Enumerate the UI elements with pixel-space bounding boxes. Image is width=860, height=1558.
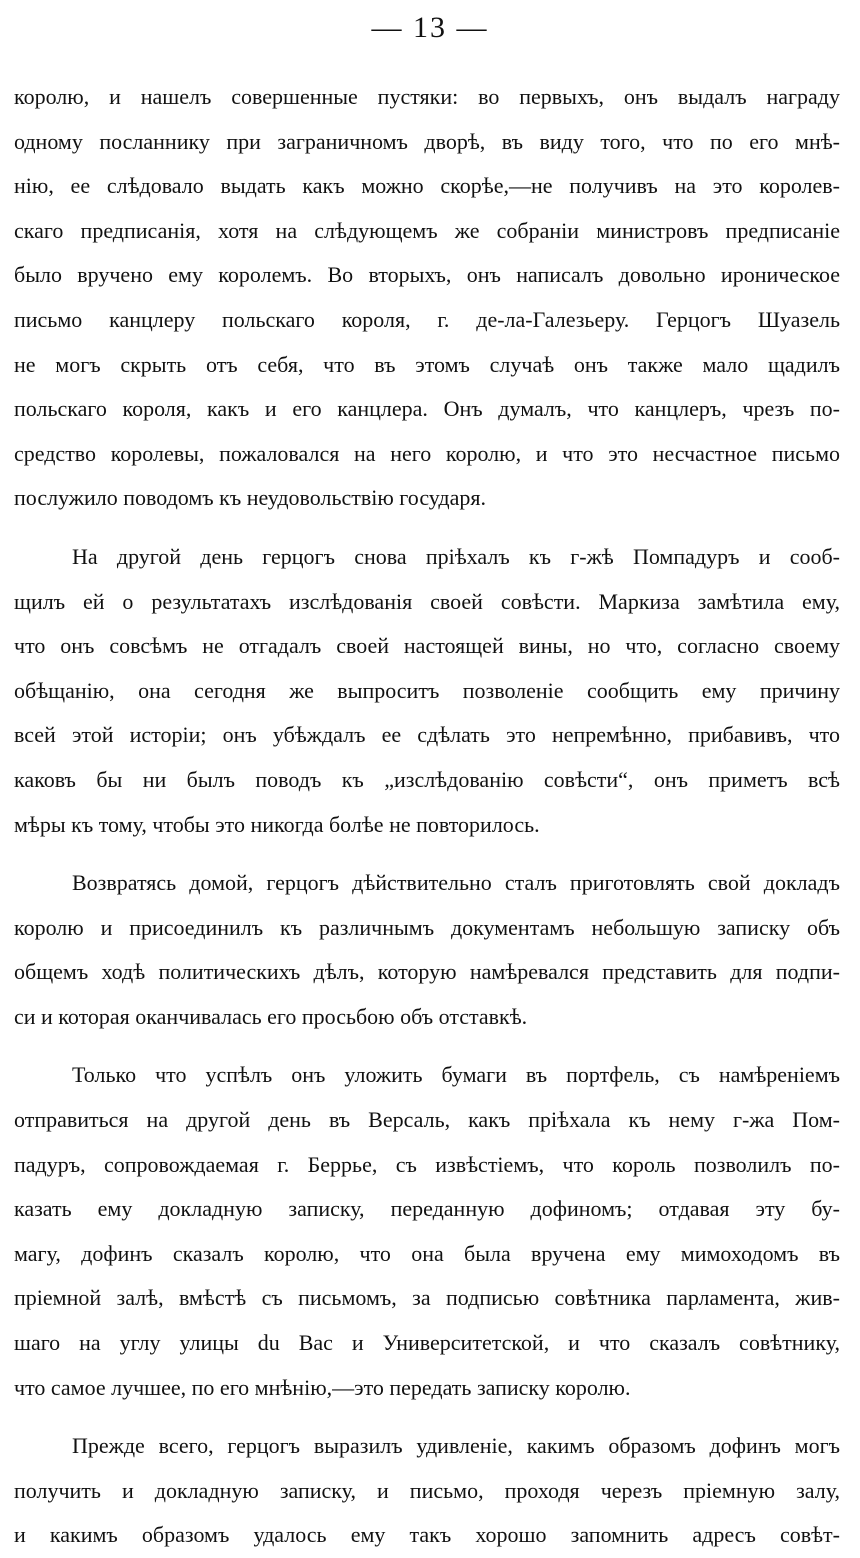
text-line: магу, дофинъ сказалъ королю, что она была вручена ему мимоходомъ въ [14,1240,840,1266]
paragraph [14,535,840,847]
text-line: Только что успѣлъ онъ уложить бумаги въ портфель, съ намѣреніемъ [72,1062,840,1088]
text-line: шаго на углу улицы du Bac и Университетской, и что сказалъ совѣтнику, [14,1330,840,1356]
paragraph [14,1053,840,1410]
text-line: королю и присоединилъ къ различнымъ документамъ небольшую записку объ [14,914,840,940]
text-line: средство королевы, пожаловался на него королю, и что это несчастное письмо [14,440,840,466]
text-line: обѣщанію, она сегодня же выпроситъ позволеніе сообщить ему причину [14,677,840,703]
text-line: послужило поводомъ къ неудовольствію государя. [14,485,487,511]
text-line: падуръ, сопровождаемая г. Беррье, съ извѣстіемъ, что король позволилъ по- [14,1151,840,1177]
text-line: мѣры къ тому, чтобы это никогда болѣе не повторилось. [14,811,540,837]
text-line: всей этой исторіи; онъ убѣждалъ ее сдѣлать это непремѣнно, прибавивъ, что [14,722,840,748]
text-line: польскаго короля, какъ и его канцлера. Онъ думалъ, что канцлеръ, чрезъ по- [14,396,840,422]
text-line: получить и докладную записку, и письмо, проходя черезъ пріемную залу, [14,1477,840,1503]
body-text [14,75,840,1558]
text-line: казать ему докладную записку, переданную дофиномъ; отдавая эту бу- [14,1196,840,1222]
text-line: что онъ совсѣмъ не отгадалъ своей настоящей вины, но что, согласно своему [14,633,840,659]
paragraph [14,861,840,1039]
text-line: На другой день герцогъ снова пріѣхалъ къ г-жѣ Помпадуръ и сооб- [72,543,840,569]
text-line: отправиться на другой день въ Версаль, какъ пріѣхала къ нему г-жа Пом- [14,1107,840,1133]
text-line: щилъ ей о результатахъ изслѣдованія своей совѣсти. Маркиза замѣтила ему, [14,588,840,614]
text-line: и какимъ образомъ удалось ему такъ хорошо запомнить адресъ совѣт- [14,1522,840,1548]
text-line: си и которая оканчивалась его просьбою объ отставкѣ. [14,1003,528,1029]
text-line: каковъ бы ни былъ поводъ къ „изслѣдованію совѣсти“, онъ приметъ всѣ [14,766,840,792]
text-line: письмо канцлеру польскаго короля, г. де-ла-Галезьеру. Герцогъ Шуазель [14,306,840,332]
text-line: королю, и нашелъ совершенные пустяки: во первыхъ, онъ выдалъ награду [14,84,840,109]
text-line: было вручено ему королемъ. Во вторыхъ, онъ написалъ довольно ироническое [14,262,840,288]
paragraph [14,1424,840,1558]
text-line: одному посланнику при заграничномъ дворѣ, въ виду того, что по его мнѣ- [14,128,840,154]
text-line: Возвратясь домой, герцогъ дѣйствительно сталъ приготовлять свой докладъ [72,870,840,896]
text-line: нію, ее слѣдовало выдать какъ можно скорѣе,—не получивъ на это королев- [14,173,840,199]
text-line: скаго предписанія, хотя на слѣдующемъ же собраніи министровъ предписаніе [14,217,840,243]
text-line: пріемной залѣ, вмѣстѣ съ письмомъ, за подписью совѣтника парламента, жив- [14,1285,840,1311]
page-number: — 13 — [371,11,489,44]
text-line: что самое лучшее, по его мнѣнію,—это передать записку королю. [14,1374,631,1400]
paragraph [14,75,840,521]
text-line: общемъ ходѣ политическихъ дѣлъ, которую намѣревался представить для подпи- [14,959,840,985]
text-line: Прежде всего, герцогъ выразилъ удивленіе, какимъ образомъ дофинъ могъ [72,1433,840,1459]
text-line: не могъ скрыть отъ себя, что въ этомъ случаѣ онъ также мало щадилъ [14,351,840,377]
